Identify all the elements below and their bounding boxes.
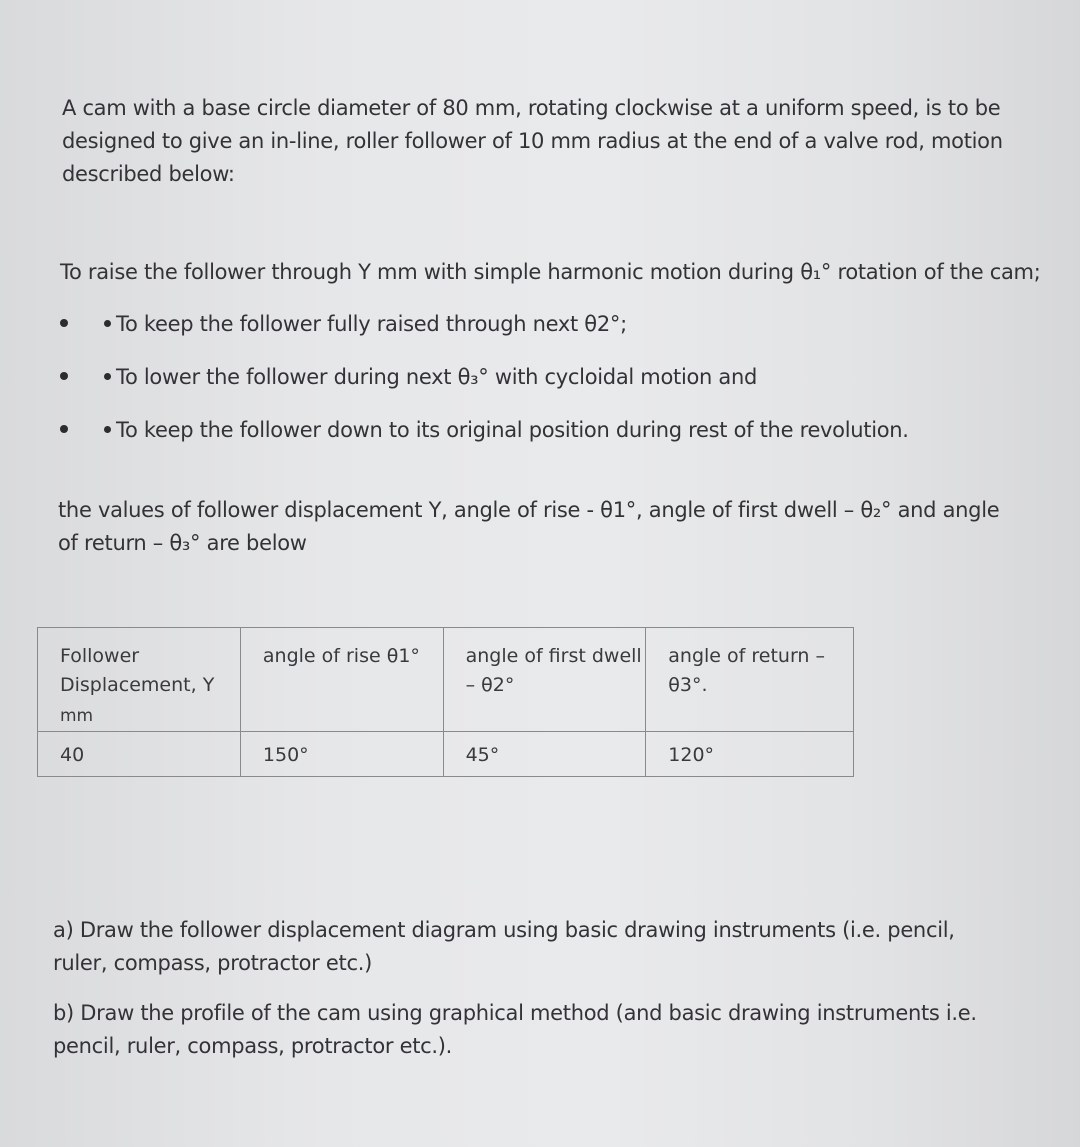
values-paragraph: the values of follower displacement Y, angle of rise - θ1°, angle of first dwell – θ₂° and angle of return – θ₃° are below [58,498,1000,555]
parameters-table [37,627,854,777]
value-cell-rise: 150° [240,732,443,777]
table-row [38,732,854,777]
bullet-icon [60,319,68,327]
header-cell-displacement [38,628,241,732]
list-item [60,361,1020,414]
list-item-text: To keep the follower down to its original position during rest of the revolution. [116,418,909,442]
question-a: a) Draw the follower displacement diagram using basic drawing instruments (i.e. pencil, ruler, compass, protractor etc.) [53,918,955,975]
header-cell-rise [240,628,443,732]
table-header-row [38,628,854,732]
header-label: angle of rise θ1° [262,645,420,667]
intro-paragraph: A cam with a base circle diameter of 80 mm, rotating clockwise at a uniform speed, is to be designed to give an in-line, roller follower of 10 mm radius at the end of a valve rod, motion described below: [62,96,1003,186]
header-unit: mm [60,706,94,726]
task-statement: To raise the follower through Y mm with simple harmonic motion during θ₁° rotation of the cam; [60,260,1041,284]
header-label: angle of first dwell – θ2° [465,645,642,696]
value-cell-displacement: 40 [38,732,241,777]
bullet-icon [104,373,111,380]
value-cell-dwell: 45° [443,732,646,777]
header-label: Follower Displacement, Y [60,645,215,696]
header-label: angle of return – θ3°. [668,645,826,696]
header-cell-dwell [443,628,646,732]
bullet-icon [104,426,111,433]
question-b: b) Draw the profile of the cam using graphical method (and basic drawing instruments i.e. pencil, ruler, compass, protractor etc.). [53,1001,977,1058]
value-cell-return: 120° [646,732,854,777]
list-item [60,308,1020,361]
bullet-icon [104,320,111,327]
bullet-icon [60,372,68,380]
list-item-text: To keep the follower fully raised through next θ2°; [116,312,627,336]
list-item-text: To lower the follower during next θ₃° with cycloidal motion and [116,365,758,389]
bullet-icon [60,425,68,433]
motion-list [60,308,1020,467]
header-cell-return [646,628,854,732]
list-item [60,414,1020,467]
